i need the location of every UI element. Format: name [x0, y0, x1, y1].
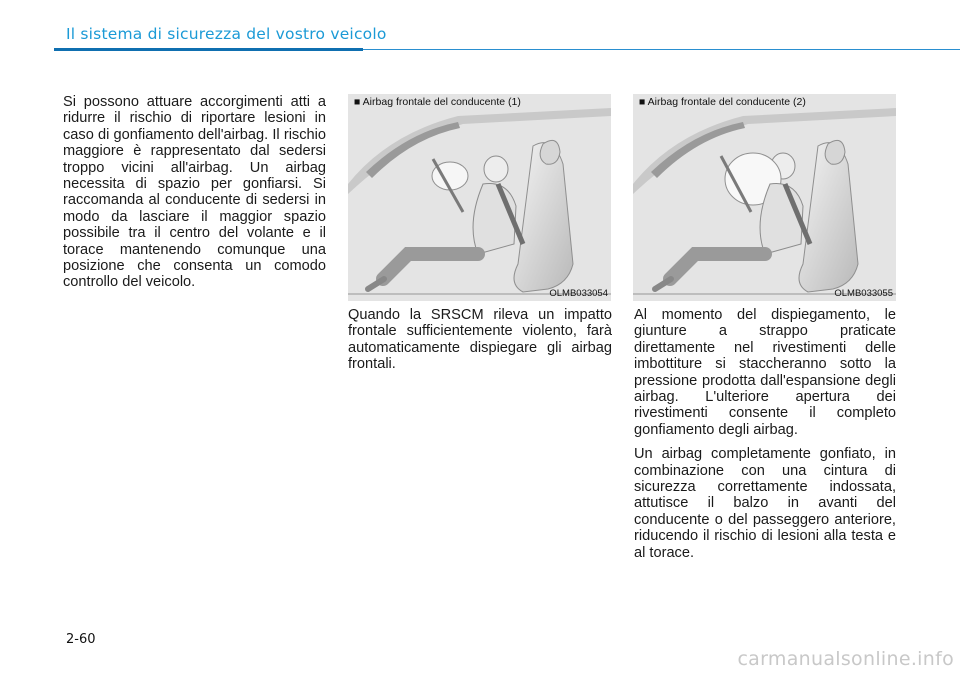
- text-column-left: [63, 94, 326, 299]
- paragraph: Quando la SRSCM rileva un impatto frontale sufficientemente violento, farà automaticamente dispiegare gli airbag frontali.: [348, 307, 612, 373]
- figure-code: OLMB033055: [834, 288, 893, 299]
- section-title: Il sistema di sicurezza del vostro veicolo: [66, 25, 387, 43]
- figure-airbag-1: [348, 94, 611, 301]
- text-column-right: [634, 307, 896, 569]
- watermark-text: carmanualsonline.info: [737, 648, 954, 670]
- figure-code: OLMB033054: [549, 288, 608, 299]
- text-column-middle: [348, 307, 612, 381]
- paragraph: Un airbag completamente gonfiato, in combinazione con una cintura di sicurezza correttamente indossata, attutisce il balzo in avanti del conducente o del passeggero anteriore, riducendo il rischio di lesioni alla testa e al torace.: [634, 446, 896, 561]
- airbag-illustration-2: [633, 94, 896, 301]
- airbag-illustration-1: [348, 94, 611, 301]
- page-number: 2-60: [66, 632, 96, 647]
- header-rule-dark: [54, 48, 363, 51]
- figure-caption: ■ Airbag frontale del conducente (1): [354, 96, 521, 108]
- header-rule-light: [363, 49, 960, 50]
- paragraph: Al momento del dispiegamento, le giunture a strappo praticate direttamente nel rivestimenti delle imbottiture si staccheranno sotto la pressione prodotta dall'espansione degli airbag. L'ulteriore apertura dei rivestimenti consente il completo gonfiamento degli airbag.: [634, 307, 896, 438]
- figure-caption: ■ Airbag frontale del conducente (2): [639, 96, 806, 108]
- paragraph: Si possono attuare accorgimenti atti a ridurre il rischio di riportare lesioni in caso di gonfiamento dell'airbag. Il rischio maggiore è rappresentato dal sedersi troppo vicini all'airbag. Un airbag necessita di spazio per gonfiarsi. Si raccomanda al conducente di sedersi in modo da lasciare il maggior spazio possibile tra il centro del volante e il torace mantenendo comunque una posizione che consenta un comodo controllo del veicolo.: [63, 94, 326, 291]
- figure-airbag-2: [633, 94, 896, 301]
